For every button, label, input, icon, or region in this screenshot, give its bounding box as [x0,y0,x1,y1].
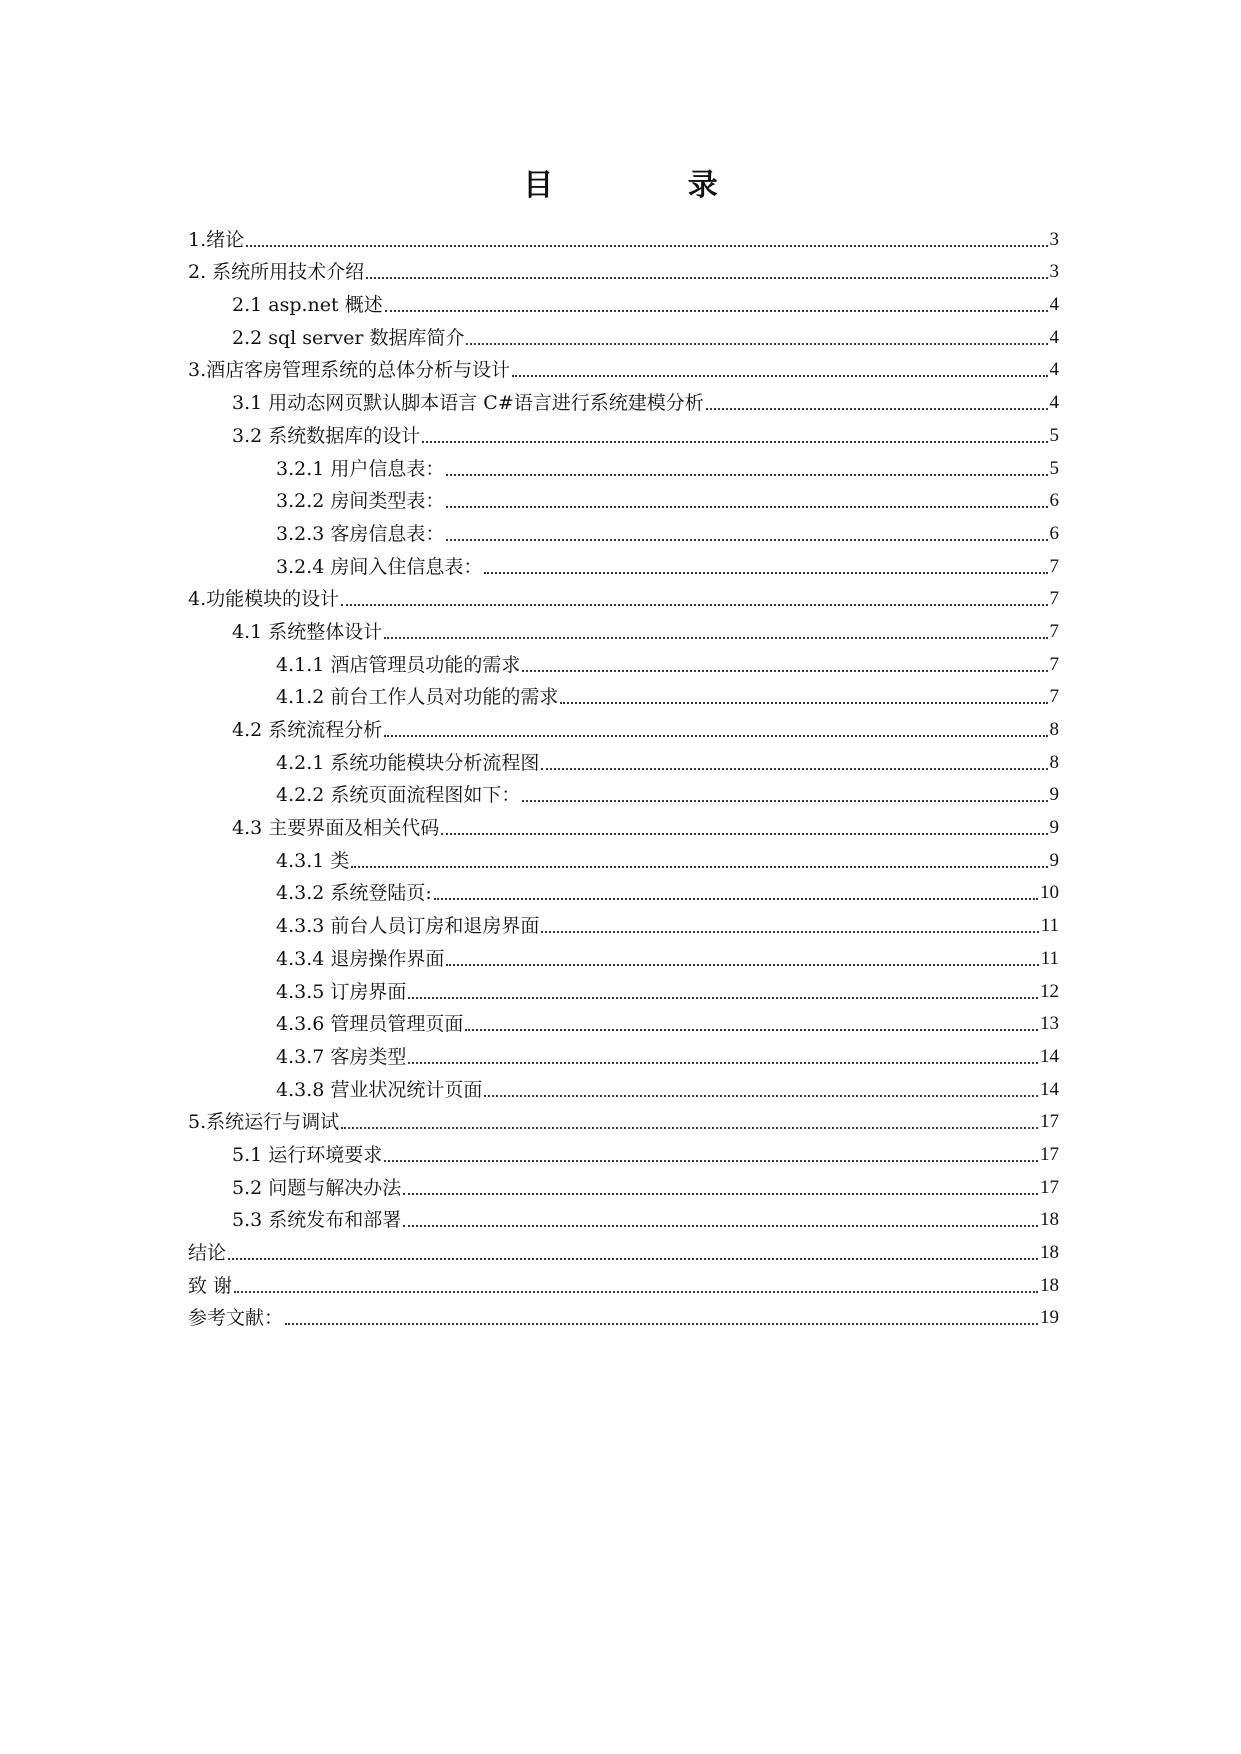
toc-entry [188,1103,1059,1136]
toc-entry [188,612,1059,645]
toc-entry [188,743,1059,776]
toc-entry-label: 5.2 问题与解决办法 [232,1176,402,1199]
toc-entry-label: 参考文献： [188,1307,284,1330]
toc-entry [188,383,1059,416]
toc-dot-leader [385,310,1048,312]
toc-entry [188,1070,1059,1103]
toc-entry-page-number: 7 [1049,653,1059,675]
toc-dot-leader [446,964,1038,966]
toc-entry-label: 5.3 系统发布和部署 [232,1209,402,1232]
toc-dot-leader [403,1225,1038,1227]
toc-entry-page-number: 5 [1049,457,1059,479]
toc-entry-page-number: 18 [1040,1209,1059,1231]
toc-entry-page-number: 11 [1040,915,1059,937]
toc-dot-leader [384,735,1047,737]
toc-dot-leader [512,375,1047,377]
toc-dot-leader [351,866,1047,868]
toc-entry-label: 2.2 sql server 数据库简介 [232,326,465,349]
toc-entry-label: 3.2.1 用户信息表： [276,457,445,480]
toc-dot-leader [403,1193,1038,1195]
toc-dot-leader [285,1323,1038,1325]
toc-entry [188,1201,1059,1234]
toc-entry-label: 4.3.3 前台人员订房和退房界面 [276,915,540,938]
toc-entry-page-number: 6 [1049,522,1059,544]
toc-dot-leader [484,1095,1038,1097]
toc-entry [188,580,1059,613]
toc-entry-label: 4.2 系统流程分析 [232,719,383,741]
toc-entry-page-number: 9 [1049,817,1059,839]
toc-entry-label: 4.3.8 营业状况统计页面 [276,1078,483,1101]
toc-dot-leader [341,1127,1038,1129]
toc-dot-leader [484,572,1047,574]
toc-dot-leader [384,637,1047,639]
toc-entry [188,547,1059,580]
toc-entry-label: 2.1 asp.net 概述 [232,294,383,317]
toc-entry-page-number: 19 [1040,1307,1059,1329]
toc-dot-leader [228,1258,1038,1260]
toc-entry-page-number: 9 [1049,849,1059,871]
toc-dot-leader [341,604,1047,606]
toc-entry-page-number: 17 [1040,1176,1059,1198]
toc-entry-label: 3.2 系统数据库的设计 [232,424,421,447]
toc-entry [188,318,1059,351]
toc-entry-label: 4.2.2 系统页面流程图如下： [276,784,521,807]
toc-entry [188,939,1059,972]
toc-entry-page-number: 4 [1049,359,1059,381]
toc-entry [188,874,1059,907]
toc-entry-label: 3.酒店客房管理系统的总体分析与设计 [188,359,511,382]
toc-entry [188,645,1059,678]
toc-entry-page-number: 7 [1049,555,1059,577]
toc-dot-leader [441,833,1047,835]
toc-entry [188,710,1059,743]
toc-entry-label: 4.3.1 类 [276,849,350,872]
toc-entry-page-number: 18 [1040,1274,1059,1296]
toc-entry [188,449,1059,482]
toc-entry [188,1233,1059,1266]
toc-entry [188,1266,1059,1299]
toc-entry [188,1005,1059,1038]
toc-entry [188,678,1059,711]
toc-entry-page-number: 12 [1040,980,1059,1002]
toc-dot-leader [465,1029,1038,1031]
toc-entry-page-number: 4 [1049,294,1059,316]
toc-entry-page-number: 14 [1040,1045,1059,1067]
toc-entry [188,220,1059,253]
toc-dot-leader [434,898,1038,900]
toc-entry-page-number: 14 [1040,1078,1059,1100]
toc-dot-leader [466,343,1047,345]
toc-entry-page-number: 6 [1049,490,1059,512]
toc-entry-page-number: 3 [1049,261,1059,283]
toc-entry [188,972,1059,1005]
toc-entry-page-number: 8 [1049,751,1059,773]
toc-entry-page-number: 13 [1040,1013,1059,1035]
toc-entry-label: 致 谢 [188,1274,233,1297]
toc-entry [188,1299,1059,1332]
toc-entry-label: 3.2.3 客房信息表： [276,522,445,545]
toc-dot-leader [422,441,1047,443]
toc-entry [188,841,1059,874]
toc-entry-label: 4.2.1 系统功能模块分析流程图 [276,751,540,774]
toc-entry-page-number: 9 [1049,784,1059,806]
toc-entry-page-number: 7 [1049,588,1059,610]
toc-entry-page-number: 4 [1049,392,1059,414]
toc-entry-label: 4.3.6 管理员管理页面 [276,1013,464,1036]
toc-entry-label: 4.3.4 退房操作界面 [276,947,445,970]
toc-entry [188,1037,1059,1070]
toc-dot-leader [234,1291,1038,1293]
toc-entry-page-number: 18 [1040,1242,1059,1263]
toc-dot-leader [446,539,1047,541]
toc-dot-leader [541,931,1038,933]
toc-entry-label: 4.1 系统整体设计 [232,620,383,643]
toc-entry-label: 4.功能模块的设计 [188,588,340,611]
toc-dot-leader [522,670,1047,672]
toc-entry [188,1168,1059,1201]
toc-entry-label: 4.3.5 订房界面 [276,980,407,1003]
toc-entry-label: 3.2.2 房间类型表： [276,490,445,513]
toc-entry [188,351,1059,384]
toc-entry-page-number: 17 [1040,1111,1059,1133]
toc-entry [188,808,1059,841]
toc-entry [188,482,1059,515]
toc-entry-page-number: 10 [1040,882,1059,904]
toc-dot-leader [560,702,1047,704]
toc-dot-leader [446,506,1047,508]
toc-entry-page-number: 4 [1049,326,1059,348]
toc-dot-leader [706,408,1048,410]
toc-entry-page-number: 3 [1049,228,1059,250]
toc-entry-page-number: 17 [1040,1143,1059,1165]
toc-entry [188,906,1059,939]
toc-entry-label: 3.1 用动态网页默认脚本语言 C#语言进行系统建模分析 [232,392,704,415]
toc-dot-leader [246,245,1047,247]
toc-entry-label: 4.1.1 酒店管理员功能的需求 [276,653,521,676]
toc-entry [188,416,1059,449]
toc-dot-leader [366,277,1047,279]
toc-entry-page-number: 11 [1040,947,1059,969]
toc-entry [188,776,1059,809]
toc-entry-label: 结论 [188,1242,227,1264]
toc-entry [188,514,1059,547]
toc-dot-leader [446,474,1047,476]
toc-entry-label: 5.1 运行环境要求 [232,1143,383,1166]
toc-entry-label: 5.系统运行与调试 [188,1111,340,1134]
toc-dot-leader [408,997,1038,999]
toc-dot-leader [384,1160,1038,1162]
toc-entry-page-number: 5 [1049,424,1059,446]
toc-dot-leader [522,800,1047,802]
toc-entry-page-number: 7 [1049,620,1059,642]
toc-entry [188,285,1059,318]
toc-entry-label: 4.3.2 系统登陆页: [276,882,432,905]
toc-entry-label: 4.3 主要界面及相关代码 [232,817,440,840]
toc-dot-leader [541,768,1047,770]
toc-entry-label: 4.3.7 客房类型 [276,1045,407,1068]
table-of-contents [188,220,1059,1331]
page-title: 目 录 [523,168,780,203]
toc-entry-label: 4.1.2 前台工作人员对功能的需求 [276,686,559,709]
toc-entry [188,1135,1059,1168]
toc-entry [188,253,1059,286]
toc-entry-label: 2. 系统所用技术介绍 [188,261,365,284]
toc-entry-label: 1.绪论 [188,228,245,251]
toc-entry-label: 3.2.4 房间入住信息表： [276,555,483,578]
toc-entry-page-number: 7 [1049,686,1059,708]
toc-entry-page-number: 8 [1049,719,1059,740]
toc-dot-leader [408,1062,1038,1064]
